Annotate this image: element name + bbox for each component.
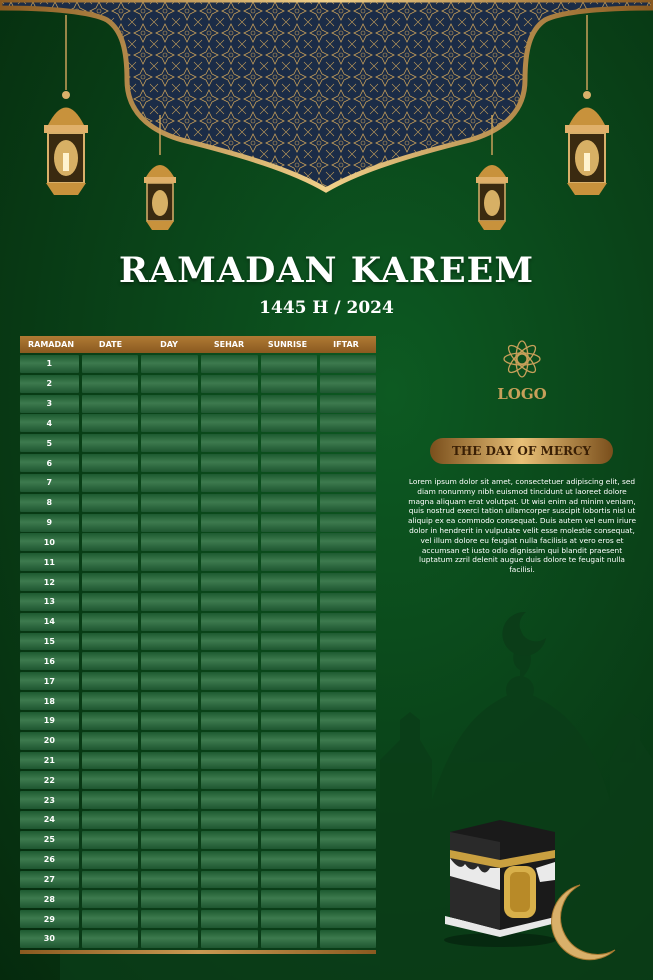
schedule-table-body (20, 355, 376, 950)
table-row (20, 494, 376, 512)
table-row (20, 414, 376, 432)
schedule-entry-cell (201, 831, 258, 849)
schedule-entry-cell (141, 652, 198, 670)
schedule-entry-cell (320, 930, 376, 948)
schedule-entry-cell (141, 474, 198, 492)
schedule-entry-cell (201, 434, 258, 452)
table-row (20, 910, 376, 928)
schedule-entry-cell (320, 652, 376, 670)
ramadan-day-cell: 14 (20, 613, 79, 631)
ramadan-day-cell: 13 (20, 593, 79, 611)
schedule-entry-cell (320, 871, 376, 889)
schedule-entry-cell (201, 633, 258, 651)
schedule-entry-cell (82, 851, 139, 869)
schedule-entry-cell (201, 355, 258, 373)
schedule-entry-cell (201, 533, 258, 551)
schedule-entry-cell (82, 771, 139, 789)
schedule-entry-cell (201, 395, 258, 413)
schedule-entry-cell (261, 514, 318, 532)
schedule-entry-cell (320, 613, 376, 631)
schedule-entry-cell (320, 533, 376, 551)
table-bottom-bar (20, 950, 376, 954)
ramadan-day-cell: 6 (20, 454, 79, 472)
schedule-entry-cell (261, 474, 318, 492)
schedule-entry-cell (82, 732, 139, 750)
schedule-entry-cell (82, 593, 139, 611)
schedule-entry-cell (320, 355, 376, 373)
ramadan-day-cell: 9 (20, 514, 79, 532)
table-row (20, 533, 376, 551)
schedule-entry-cell (320, 752, 376, 770)
schedule-entry-cell (320, 732, 376, 750)
table-row (20, 692, 376, 710)
schedule-entry-cell (82, 414, 139, 432)
table-row (20, 811, 376, 829)
column-header-iftar: IFTAR (333, 340, 359, 349)
schedule-entry-cell (141, 514, 198, 532)
schedule-entry-cell (201, 811, 258, 829)
schedule-entry-cell (261, 811, 318, 829)
schedule-entry-cell (201, 692, 258, 710)
schedule-entry-cell (261, 414, 318, 432)
schedule-entry-cell (141, 712, 198, 730)
schedule-entry-cell (320, 434, 376, 452)
schedule-entry-cell (141, 375, 198, 393)
ramadan-day-cell: 1 (20, 355, 79, 373)
table-row (20, 514, 376, 532)
schedule-entry-cell (201, 593, 258, 611)
ramadan-day-cell: 23 (20, 791, 79, 809)
schedule-entry-cell (320, 712, 376, 730)
schedule-entry-cell (82, 652, 139, 670)
schedule-entry-cell (141, 752, 198, 770)
schedule-entry-cell (320, 514, 376, 532)
ramadan-day-cell: 3 (20, 395, 79, 413)
table-row (20, 633, 376, 651)
table-row (20, 890, 376, 908)
ramadan-day-cell: 26 (20, 851, 79, 869)
schedule-entry-cell (320, 831, 376, 849)
ramadan-day-cell: 8 (20, 494, 79, 512)
schedule-entry-cell (320, 890, 376, 908)
schedule-entry-cell (201, 474, 258, 492)
schedule-entry-cell (261, 553, 318, 571)
schedule-entry-cell (320, 791, 376, 809)
table-row (20, 831, 376, 849)
schedule-entry-cell (261, 355, 318, 373)
schedule-entry-cell (82, 811, 139, 829)
schedule-entry-cell (201, 712, 258, 730)
schedule-entry-cell (201, 871, 258, 889)
schedule-entry-cell (261, 712, 318, 730)
schedule-entry-cell (82, 692, 139, 710)
schedule-entry-cell (141, 434, 198, 452)
schedule-entry-cell (201, 613, 258, 631)
schedule-entry-cell (141, 355, 198, 373)
schedule-entry-cell (141, 851, 198, 869)
schedule-entry-cell (201, 890, 258, 908)
schedule-entry-cell (201, 414, 258, 432)
table-row (20, 573, 376, 591)
schedule-entry-cell (320, 395, 376, 413)
schedule-entry-cell (261, 434, 318, 452)
schedule-entry-cell (261, 573, 318, 591)
schedule-entry-cell (82, 434, 139, 452)
schedule-entry-cell (141, 732, 198, 750)
table-row (20, 871, 376, 889)
schedule-entry-cell (82, 791, 139, 809)
schedule-entry-cell (82, 930, 139, 948)
schedule-entry-cell (141, 871, 198, 889)
ramadan-day-cell: 15 (20, 633, 79, 651)
schedule-entry-cell (201, 652, 258, 670)
schedule-entry-cell (320, 553, 376, 571)
schedule-entry-cell (201, 752, 258, 770)
lantern-icon (472, 115, 512, 235)
ramadan-day-cell: 11 (20, 553, 79, 571)
schedule-entry-cell (320, 494, 376, 512)
ramadan-day-cell: 10 (20, 533, 79, 551)
ramadan-day-cell: 24 (20, 811, 79, 829)
schedule-entry-cell (261, 871, 318, 889)
schedule-entry-cell (320, 414, 376, 432)
schedule-entry-cell (141, 811, 198, 829)
schedule-entry-cell (201, 514, 258, 532)
column-header-sunrise: SUNRISE (267, 340, 308, 349)
schedule-entry-cell (82, 871, 139, 889)
ramadan-day-cell: 29 (20, 910, 79, 928)
schedule-entry-cell (141, 831, 198, 849)
ramadan-day-cell: 21 (20, 752, 79, 770)
flower-logo-icon (499, 336, 545, 382)
schedule-entry-cell (82, 633, 139, 651)
ramadan-day-cell: 30 (20, 930, 79, 948)
table-row (20, 474, 376, 492)
schedule-entry-cell (201, 771, 258, 789)
mosque-crescent-icon (502, 612, 546, 656)
table-row (20, 652, 376, 670)
schedule-entry-cell (320, 910, 376, 928)
ramadan-day-cell: 7 (20, 474, 79, 492)
schedule-entry-cell (320, 811, 376, 829)
ramadan-day-cell: 5 (20, 434, 79, 452)
table-row (20, 732, 376, 750)
schedule-entry-cell (82, 514, 139, 532)
table-row (20, 454, 376, 472)
table-row (20, 355, 376, 373)
schedule-entry-cell (261, 652, 318, 670)
schedule-entry-cell (201, 930, 258, 948)
ramadan-day-cell: 12 (20, 573, 79, 591)
schedule-entry-cell (201, 553, 258, 571)
schedule-entry-cell (261, 771, 318, 789)
schedule-entry-cell (201, 375, 258, 393)
schedule-entry-cell (82, 910, 139, 928)
lantern-icon (557, 15, 617, 200)
ramadan-day-cell: 25 (20, 831, 79, 849)
schedule-entry-cell (141, 771, 198, 789)
column-header-ramadan: RAMADAN (27, 340, 75, 349)
description-text: Lorem ipsum dolor sit amet, consectetuer adipiscing elit, sed diam nonummy nibh euismod tincidunt ut laoreet dolore magna aliquam erat volutpat. Ut wisi enim ad minim veniam, quis nostrud exerci tation ullamcorper suscipit lobortis nisl ut aliquip ex ea commodo consequat. Duis autem vel eum iriure dolor in hendrerit in vulputate velit esse molestie consequat, vel illum dolore eu feugiat nulla facilisis at vero eros et accumsan et iusto odio dignissim qui blandit praesent luptatum zzril delenit augue duis dolore te feugait nulla facilisi. (407, 477, 637, 575)
schedule-entry-cell (141, 573, 198, 591)
schedule-entry-cell (261, 732, 318, 750)
schedule-entry-cell (320, 672, 376, 690)
logo-label: LOGO (497, 385, 547, 403)
ramadan-day-cell: 19 (20, 712, 79, 730)
schedule-entry-cell (320, 593, 376, 611)
schedule-entry-cell (320, 851, 376, 869)
schedule-entry-cell (82, 672, 139, 690)
schedule-entry-cell (261, 533, 318, 551)
schedule-entry-cell (261, 672, 318, 690)
ramadan-day-cell: 28 (20, 890, 79, 908)
schedule-entry-cell (201, 573, 258, 591)
table-row (20, 593, 376, 611)
schedule-entry-cell (201, 454, 258, 472)
schedule-entry-cell (141, 791, 198, 809)
schedule-entry-cell (320, 633, 376, 651)
table-row (20, 771, 376, 789)
schedule-entry-cell (261, 930, 318, 948)
lantern-icon (36, 15, 96, 200)
schedule-entry-cell (261, 613, 318, 631)
schedule-entry-cell (261, 692, 318, 710)
schedule-entry-cell (261, 454, 318, 472)
ramadan-day-cell: 16 (20, 652, 79, 670)
schedule-entry-cell (261, 395, 318, 413)
schedule-entry-cell (320, 375, 376, 393)
schedule-entry-cell (82, 752, 139, 770)
table-row (20, 672, 376, 690)
schedule-entry-cell (201, 672, 258, 690)
schedule-entry-cell (201, 732, 258, 750)
schedule-entry-cell (320, 474, 376, 492)
schedule-entry-cell (82, 375, 139, 393)
schedule-entry-cell (261, 752, 318, 770)
schedule-entry-cell (82, 494, 139, 512)
table-row (20, 434, 376, 452)
schedule-entry-cell (261, 831, 318, 849)
schedule-entry-cell (141, 910, 198, 928)
schedule-entry-cell (82, 831, 139, 849)
schedule-entry-cell (141, 395, 198, 413)
table-row (20, 791, 376, 809)
table-row (20, 375, 376, 393)
page-title: RAMADAN KAREEM (118, 250, 535, 291)
table-row (20, 613, 376, 631)
schedule-entry-cell (320, 454, 376, 472)
ramadan-day-cell: 4 (20, 414, 79, 432)
schedule-entry-cell (261, 890, 318, 908)
schedule-entry-cell (82, 553, 139, 571)
table-row (20, 395, 376, 413)
ramadan-day-cell: 27 (20, 871, 79, 889)
schedule-entry-cell (82, 712, 139, 730)
schedule-entry-cell (82, 533, 139, 551)
lantern-icon (140, 115, 180, 235)
ramadan-day-cell: 17 (20, 672, 79, 690)
table-row (20, 930, 376, 948)
schedule-entry-cell (261, 633, 318, 651)
schedule-entry-cell (141, 633, 198, 651)
schedule-entry-cell (141, 672, 198, 690)
schedule-entry-cell (82, 573, 139, 591)
schedule-entry-cell (141, 494, 198, 512)
schedule-entry-cell (141, 890, 198, 908)
schedule-entry-cell (201, 910, 258, 928)
ramadan-day-cell: 20 (20, 732, 79, 750)
schedule-entry-cell (201, 791, 258, 809)
schedule-entry-cell (141, 613, 198, 631)
schedule-entry-cell (82, 454, 139, 472)
ramadan-day-cell: 18 (20, 692, 79, 710)
column-header-date: DATE (98, 340, 123, 349)
schedule-entry-cell (141, 930, 198, 948)
schedule-entry-cell (261, 910, 318, 928)
column-header-day: DAY (160, 340, 178, 349)
schedule-entry-cell (261, 851, 318, 869)
schedule-entry-cell (320, 692, 376, 710)
schedule-entry-cell (141, 454, 198, 472)
schedule-entry-cell (201, 494, 258, 512)
column-header-sehar: SEHAR (213, 340, 245, 349)
schedule-entry-cell (141, 692, 198, 710)
schedule-entry-cell (82, 474, 139, 492)
table-row (20, 851, 376, 869)
ramadan-day-cell: 22 (20, 771, 79, 789)
schedule-entry-cell (141, 533, 198, 551)
schedule-entry-cell (82, 613, 139, 631)
schedule-entry-cell (82, 890, 139, 908)
schedule-entry-cell (82, 395, 139, 413)
schedule-entry-cell (141, 593, 198, 611)
mercy-banner: THE DAY OF MERCY (430, 438, 613, 464)
schedule-entry-cell (82, 355, 139, 373)
top-ornamental-arch (0, 0, 653, 200)
schedule-entry-cell (320, 573, 376, 591)
schedule-entry-cell (201, 851, 258, 869)
schedule-entry-cell (261, 494, 318, 512)
schedule-table-header (20, 336, 376, 353)
table-row (20, 752, 376, 770)
crescent-moon-icon (540, 880, 620, 965)
schedule-entry-cell (261, 791, 318, 809)
table-row (20, 553, 376, 571)
year-subtitle: 1445 H / 2024 (259, 298, 394, 318)
schedule-entry-cell (261, 593, 318, 611)
ramadan-day-cell: 2 (20, 375, 79, 393)
schedule-entry-cell (141, 414, 198, 432)
schedule-entry-cell (261, 375, 318, 393)
table-row (20, 712, 376, 730)
schedule-entry-cell (320, 771, 376, 789)
schedule-entry-cell (141, 553, 198, 571)
